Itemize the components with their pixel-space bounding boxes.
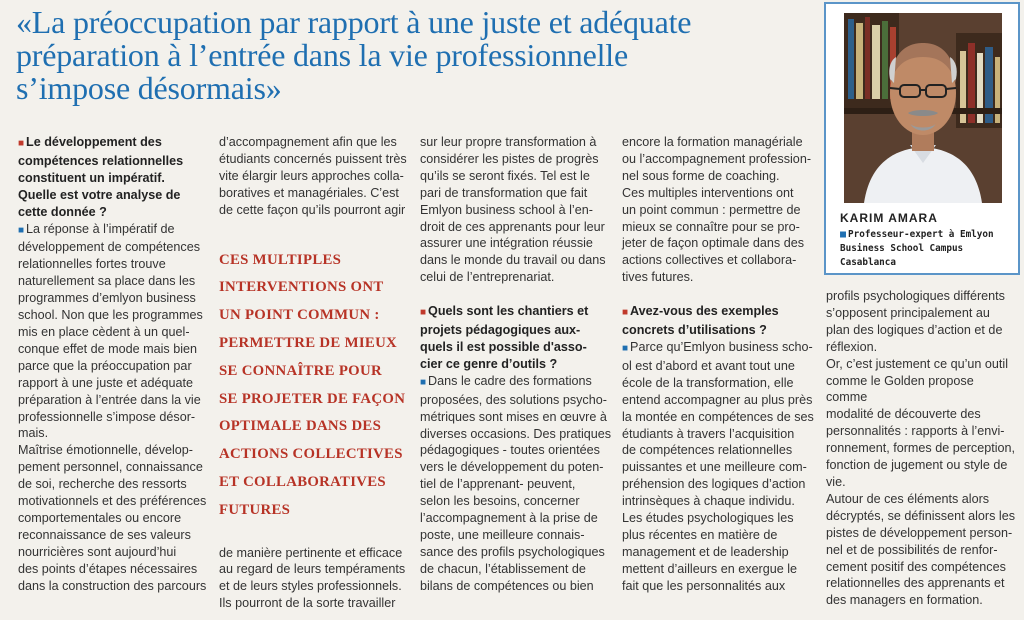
pull-quote: CES MULTIPLES INTERVENTIONS ONT UN POINT COMMUN : PERMETTRE DE MIEUX SE CONNAÎTRE POUR SE PROJETER DE FAÇON OPTIMALE DANS DES ACTIONS COLLECTIVES ET COLLABORATIVES FUTURES	[219, 251, 406, 518]
profile-role: ■ Professeur-expert à Emlyon Business School Campus Casablanca	[840, 229, 994, 268]
bullet-square-icon: ■	[18, 224, 25, 236]
text-block: d’accompagnement afin que les étudiants concernés puissent très vite élargir leurs approches colla- boratives et managériales. C’est de cette façon qu’ils pourront agir	[219, 135, 407, 217]
headline-line: «La préoccupation par rapport à une juste et adéquate	[16, 4, 692, 40]
bullet-square-icon: ■	[622, 307, 629, 319]
portrait-photo	[844, 13, 1002, 203]
question-2: ■ Quels sont les chantiers et projets pédagogiques aux- quels il est possible d'asso- cier ce genre d’outils ?	[420, 304, 589, 371]
bullet-square-icon: ■	[18, 138, 25, 149]
column-2	[219, 134, 415, 612]
answer-3: ■ Parce qu’Emlyon business scho- ol est d’abord et avant tout une école de la transformation, elle entend accompagner au plus près la montée en compétences de ses étudiants à travers l’acquisition de compétences relationnelles puissantes et une meilleure com- préhension des logiques d’action intrinsèques à chaque individu. Les études psychologiques les plus récentes en matière de management et de leadership mettent d’ailleurs en exergue le fait que les personnalités aux	[622, 339, 814, 593]
headline-line: préparation à l’entrée dans la vie professionnelle	[16, 37, 628, 73]
text-block: profils psychologiques différents s’opposent principalement au plan des logiques d’action et de réflexion. Or, c’est justement ce qu’un outil comme le Golden propose comme modalité de découverte des personnalités : rapports à l’envi- ronnement, formes de perception, fonction de jugement ou style de vie. Autour de ces éléments alors décryptés, se définissent alors les pistes de développement person- nel et de possibilités de renfor- cement positif des compétences relationnelles des apprenants et des managers en formation.	[826, 289, 1016, 608]
question-1: ■ Le développement des compétences relationnelles constituent un impératif. Quelle est votre analyse de cette donnée ?	[18, 135, 184, 219]
profile-name: KARIM AMARA	[840, 211, 938, 225]
bullet-square-icon: ■	[420, 307, 427, 319]
text-block: encore la formation managériale ou l’accompagnement profession- nel sous forme de coaching. Ces multiples interventions ont un point commun : permettre de mieux se connaître pour se pro- jeter de façon optimale dans des actions collectives et collabora- tives futures.	[622, 135, 812, 285]
answer-2: ■ Dans le cadre des formations proposées, des solutions psycho- métriques sont mises en œuvre à diverses occasions. Des pratiques pédagogiques - toutes orientées vers le développement du poten- tiel de l’apprenant- peuvent, selon les besoins, concerner l’accompagnement à la prise de poste, une meilleure connais- sance des profils psychologiques de chacun, l’établissement de bilans de compétences ou bien	[420, 373, 612, 593]
answer-1: ■ La réponse à l’impératif de développement de compétences relationnelles fortes trouve naturellement sa place dans les programmes d’emlyon business school. Non que les programmes mis en place cèdent à un quel- conque effet de mode mais bien parce que la préoccupation par rapport à une juste et adéquate préparation à l’entrée dans la vie professionnelle s’impose désor- mais. Maîtrise émotionnelle, dévelop- pement personnel, connaissance de soi, recherche des ressorts motivationnels et des préférences comportementales ou encore reconnaissance de ses valeurs nourricières sont aujourd’hui des points d’étapes nécessaires dans la construction des parcours	[18, 221, 207, 593]
text-block: de manière pertinente et efficace au regard de leurs tempéraments et de leurs styles professionnels. Ils pourront de la sorte travailler	[219, 545, 406, 611]
column-1	[18, 134, 214, 594]
portrait-illustration	[844, 13, 1002, 203]
headline	[16, 6, 806, 105]
column-3	[420, 134, 616, 595]
text-block: sur leur propre transformation à considérer les pistes de progrès qu’ils se seront fixés. Tel est le pari de transformation que fait Emlyon business school à l’en- droit de ces apprenants pour leur assurer une intégration réussie dans le monde du travail ou dans celui de l’entreprenariat.	[420, 135, 606, 285]
bullet-square-icon: ■	[420, 376, 427, 388]
bullet-square-icon: ■	[840, 229, 847, 240]
column-5	[826, 288, 1016, 609]
bullet-square-icon: ■	[622, 342, 629, 354]
profile-box	[824, 2, 1020, 275]
headline-line: s’impose désormais»	[16, 70, 282, 106]
question-3: ■ Avez-vous des exemples concrets d’utilisations ?	[622, 304, 779, 338]
column-4	[622, 134, 818, 595]
